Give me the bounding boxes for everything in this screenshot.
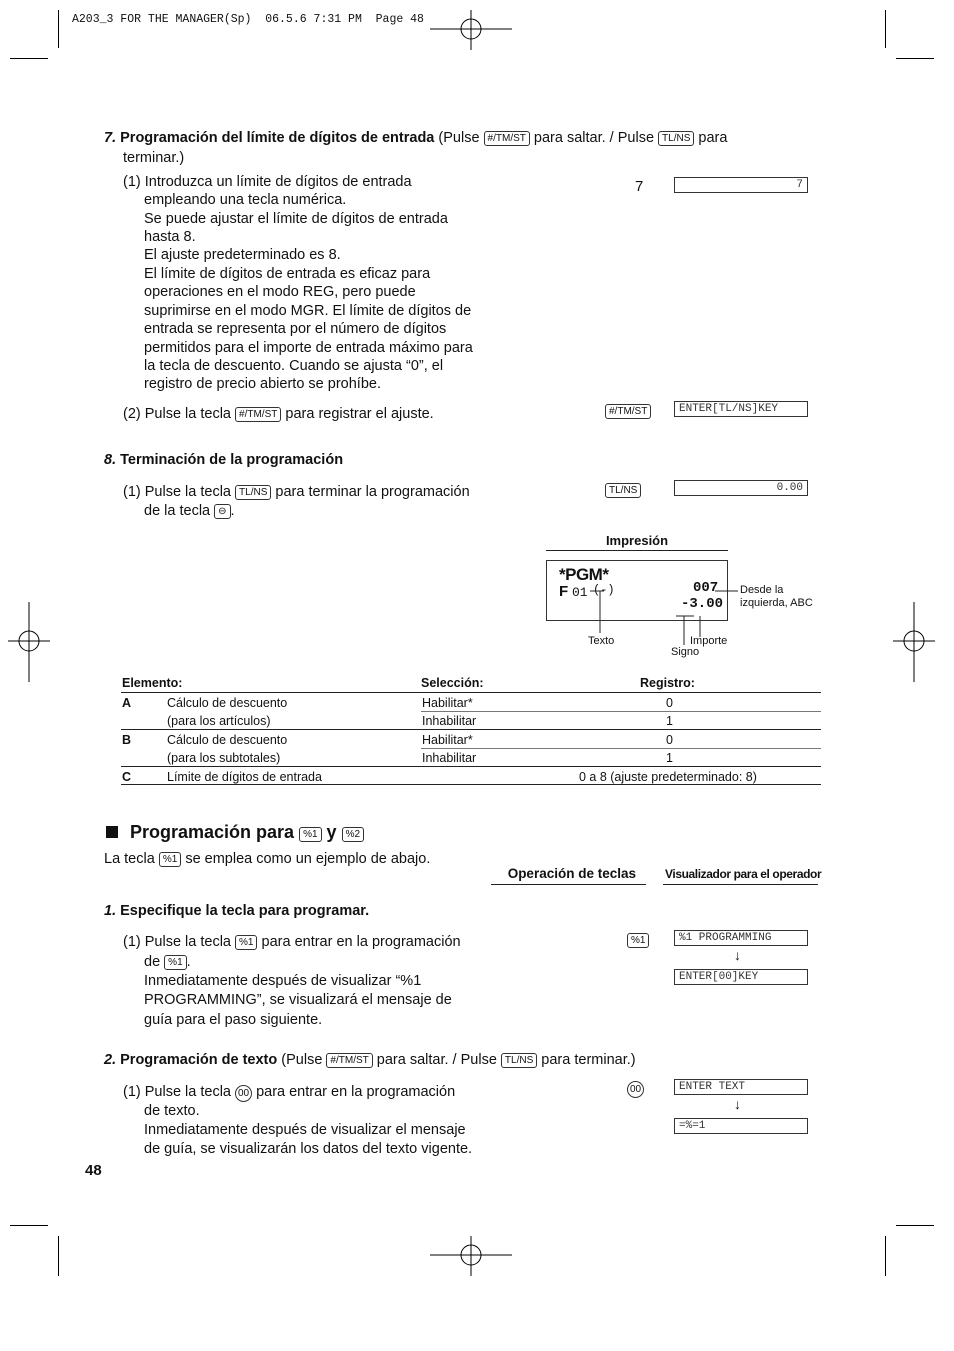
s1-title: Especifique la tecla para programar. xyxy=(120,903,370,919)
hash-tm-st-key-icon: #/TM/ST xyxy=(605,404,651,419)
table-row-desc: Límite de dígitos de entrada xyxy=(167,770,322,784)
double-zero-key-icon: 00 xyxy=(235,1085,252,1102)
table-row-sel: Inhabilitar xyxy=(422,714,477,728)
step7-item2 xyxy=(123,405,434,423)
key-op-tlns xyxy=(605,481,641,499)
table-rule xyxy=(121,729,821,730)
table-rule xyxy=(121,692,821,693)
crop-mark xyxy=(58,10,59,48)
column-rule xyxy=(491,884,646,885)
s1-l2a: de xyxy=(144,954,161,970)
step7-item1-line: suprimirse en el modo MGR. El límite de dígitos de xyxy=(144,303,472,319)
receipt-heading-rule xyxy=(546,550,728,551)
pct2-key-icon: %2 xyxy=(342,827,364,842)
pct1-key-icon: %1 xyxy=(299,827,321,842)
step8-item1-b: para terminar la programación xyxy=(275,484,470,500)
s1-heading xyxy=(104,902,369,920)
key-op-00 xyxy=(627,1079,644,1098)
column-operator-display: Visualizador para el operador xyxy=(665,867,822,881)
section-bullet xyxy=(106,826,118,838)
step7-item1-line: entrada se representa por el número de dígitos xyxy=(144,321,447,337)
s1-l1a: (1) Pulse la tecla xyxy=(123,934,231,950)
operator-display-pct1-programming: %1 PROGRAMMING xyxy=(674,930,808,946)
step7-terminar: terminar.) xyxy=(123,150,185,166)
registration-mark-bottom xyxy=(430,1236,512,1276)
table-row-desc: (para los artículos) xyxy=(167,714,271,728)
step7-item2-a: (2) Pulse la tecla xyxy=(123,406,231,422)
pct1-key-icon: %1 xyxy=(159,852,181,867)
operator-display-enter-text: ENTER TEXT xyxy=(674,1079,808,1095)
step7-title: Programación del límite de dígitos de entrada xyxy=(120,130,435,146)
table-row-id: A xyxy=(122,696,132,710)
hash-tm-st-key-icon: #/TM/ST xyxy=(235,407,281,422)
table-row-reg: 0 xyxy=(666,696,673,710)
step7-item1-line: hasta 8. xyxy=(144,229,196,245)
section-y: y xyxy=(326,822,337,842)
s2-line2: de texto. xyxy=(144,1103,200,1119)
table-header-registro: Registro: xyxy=(640,676,695,690)
operator-display-enter-tlns: ENTER[TL/NS]KEY xyxy=(674,401,808,417)
s1-line4: PROGRAMMING”, se visualizará el mensaje de xyxy=(144,992,452,1008)
operator-display-7: 7 xyxy=(674,177,808,193)
section-intro-b: se emplea como un ejemplo de abajo. xyxy=(185,851,431,867)
print-header: A203_3 FOR THE MANAGER(Sp) 06.5.6 7:31 PM Page 48 xyxy=(72,13,424,26)
step7-saltar: para saltar. / Pulse xyxy=(533,130,655,146)
table-row-desc: Cálculo de descuento xyxy=(167,696,288,710)
callout-signo: Signo xyxy=(671,646,700,658)
step8-title: Terminación de la programación xyxy=(120,452,344,468)
receipt-heading: Impresión xyxy=(605,533,669,548)
key-op-hash xyxy=(605,402,651,420)
s1-l1b: para entrar en la programación xyxy=(261,934,461,950)
receipt-pgm: *PGM* xyxy=(559,565,609,584)
tl-ns-key-icon: TL/NS xyxy=(501,1053,537,1068)
callout-importe: Importe xyxy=(690,635,728,647)
crop-mark xyxy=(896,58,934,59)
step7-pulse: (Pulse xyxy=(438,130,480,146)
column-key-operation: Operación de teclas xyxy=(507,866,636,881)
callout-left2: izquierda, ABC xyxy=(740,597,813,609)
step7-item1-line: Se puede ajustar el límite de dígitos de entrada xyxy=(144,211,448,227)
table-row-sel: Habilitar* xyxy=(422,733,473,747)
s2-heading xyxy=(104,1051,636,1069)
s2-l1a: (1) Pulse la tecla xyxy=(123,1084,231,1100)
receipt-f-num: 01 xyxy=(572,585,588,600)
arrow-down-icon: ↓ xyxy=(734,1096,741,1112)
tl-ns-key-icon: TL/NS xyxy=(605,483,641,498)
s1-number: 1. xyxy=(104,903,117,919)
table-row-id: C xyxy=(122,770,132,784)
hash-tm-st-key-icon: #/TM/ST xyxy=(326,1053,372,1068)
receipt-value1: 007 xyxy=(693,580,719,596)
step7-item1-line: El ajuste predeterminado es 8. xyxy=(144,247,341,263)
registration-mark-right xyxy=(893,602,935,682)
pct1-key-icon: %1 xyxy=(627,933,649,948)
receipt-minus-sign: (-) xyxy=(593,583,615,597)
s1-line3: Inmediatamente después de visualizar “%1 xyxy=(144,973,422,989)
step7-item1-line: la tecla de descuento. Cuando se ajusta “0”, el xyxy=(144,358,444,374)
key-op-pct1 xyxy=(627,931,649,949)
step8-heading xyxy=(104,451,343,469)
s2-line4: de guía, se visualizarán los datos del texto vigente. xyxy=(144,1141,473,1157)
table-row-reg: 1 xyxy=(666,714,673,728)
s1-l2b: . xyxy=(186,954,191,970)
double-zero-key-icon: 00 xyxy=(627,1081,644,1098)
pct1-key-icon: %1 xyxy=(235,935,257,950)
table-row-reg: 0 xyxy=(666,733,673,747)
section-title: Programación para xyxy=(130,822,295,842)
section-heading xyxy=(130,822,364,843)
s2-pulse: (Pulse xyxy=(281,1052,323,1068)
step7-item1-line: El límite de dígitos de entrada es eficaz para xyxy=(144,266,431,282)
section-intro-a: La tecla xyxy=(104,851,155,867)
crop-mark xyxy=(885,1236,886,1276)
s2-line1 xyxy=(123,1083,455,1102)
minus-key-icon: ⊖ xyxy=(214,504,230,519)
table-header-seleccion: Selección: xyxy=(421,676,484,690)
callout-left: Desde la xyxy=(740,584,784,596)
step8-item1-line2: de la tecla ⊖ . xyxy=(144,503,235,519)
s2-saltar: para saltar. / Pulse xyxy=(376,1052,497,1068)
tl-ns-key-icon: TL/NS xyxy=(235,485,271,500)
s2-line3: Inmediatamente después de visualizar el mensaje xyxy=(144,1122,466,1138)
step7-item1-line: (1) Introduzca un límite de dígitos de entrada xyxy=(123,174,412,190)
step7-item1-line: registro de precio abierto se prohíbe. xyxy=(144,376,381,392)
table-row-desc: (para los subtotales) xyxy=(167,751,281,765)
table-row-reg: 1 xyxy=(666,751,673,765)
s2-title: Programación de texto xyxy=(120,1052,278,1068)
key-input-7: 7 xyxy=(635,178,644,195)
table-subrule xyxy=(421,748,821,749)
s1-line2 xyxy=(144,953,191,971)
crop-mark xyxy=(10,1225,48,1226)
step8-number: 8. xyxy=(104,452,117,468)
arrow-down-icon: ↓ xyxy=(734,947,741,963)
crop-mark xyxy=(10,58,48,59)
callout-texto: Texto xyxy=(588,635,615,647)
table-header-elemento: Elemento: xyxy=(122,676,183,690)
table-row-id: B xyxy=(122,733,132,747)
crop-mark xyxy=(58,1236,59,1276)
operator-display-000: 0.00 xyxy=(674,480,808,496)
step7-heading xyxy=(104,129,727,147)
step8-item1-a: (1) Pulse la tecla xyxy=(123,484,231,500)
step7-item1-line: operaciones en el modo REG, pero puede xyxy=(144,284,416,300)
tl-ns-key-icon: TL/NS xyxy=(658,131,694,146)
receipt-f: F xyxy=(559,583,569,600)
step7-item2-b: para registrar el ajuste. xyxy=(285,406,434,422)
registration-mark-left xyxy=(8,602,50,682)
section-intro xyxy=(104,850,430,868)
step7-number: 7. xyxy=(104,130,117,146)
page-number: 48 xyxy=(85,1162,102,1179)
step8-item1-c: de la tecla xyxy=(144,503,211,519)
s2-l1b: para entrar en la programación xyxy=(256,1084,456,1100)
operator-display-enter00: ENTER[00]KEY xyxy=(674,969,808,985)
registration-mark-top xyxy=(430,10,512,50)
s2-terminar: para terminar.) xyxy=(541,1052,636,1068)
pct1-key-icon: %1 xyxy=(164,955,186,970)
crop-mark xyxy=(896,1225,934,1226)
step7-item1-line: permitidos para el importe de entrada máximo para xyxy=(144,340,473,356)
table-row-reg: 0 a 8 (ajuste predeterminado: 8) xyxy=(579,770,757,784)
table-subrule xyxy=(421,711,821,712)
hash-tm-st-key-icon: #/TM/ST xyxy=(484,131,530,146)
s2-number: 2. xyxy=(104,1052,117,1068)
crop-mark xyxy=(885,10,886,48)
step8-item1 xyxy=(123,483,470,501)
table-row-sel: Habilitar* xyxy=(422,696,473,710)
s1-line5: guía para el paso siguiente. xyxy=(144,1012,323,1028)
table-rule xyxy=(121,784,821,785)
table-rule xyxy=(121,766,821,767)
receipt-value2: -3.00 xyxy=(681,596,724,612)
step7-item1-line: empleando una tecla numérica. xyxy=(144,192,347,208)
column-rule xyxy=(663,884,818,885)
step7-para: para xyxy=(698,130,728,146)
table-row-desc: Cálculo de descuento xyxy=(167,733,288,747)
table-row-sel: Inhabilitar xyxy=(422,751,477,765)
operator-display-text-data: =%=1 xyxy=(674,1118,808,1134)
s1-line1 xyxy=(123,933,461,951)
